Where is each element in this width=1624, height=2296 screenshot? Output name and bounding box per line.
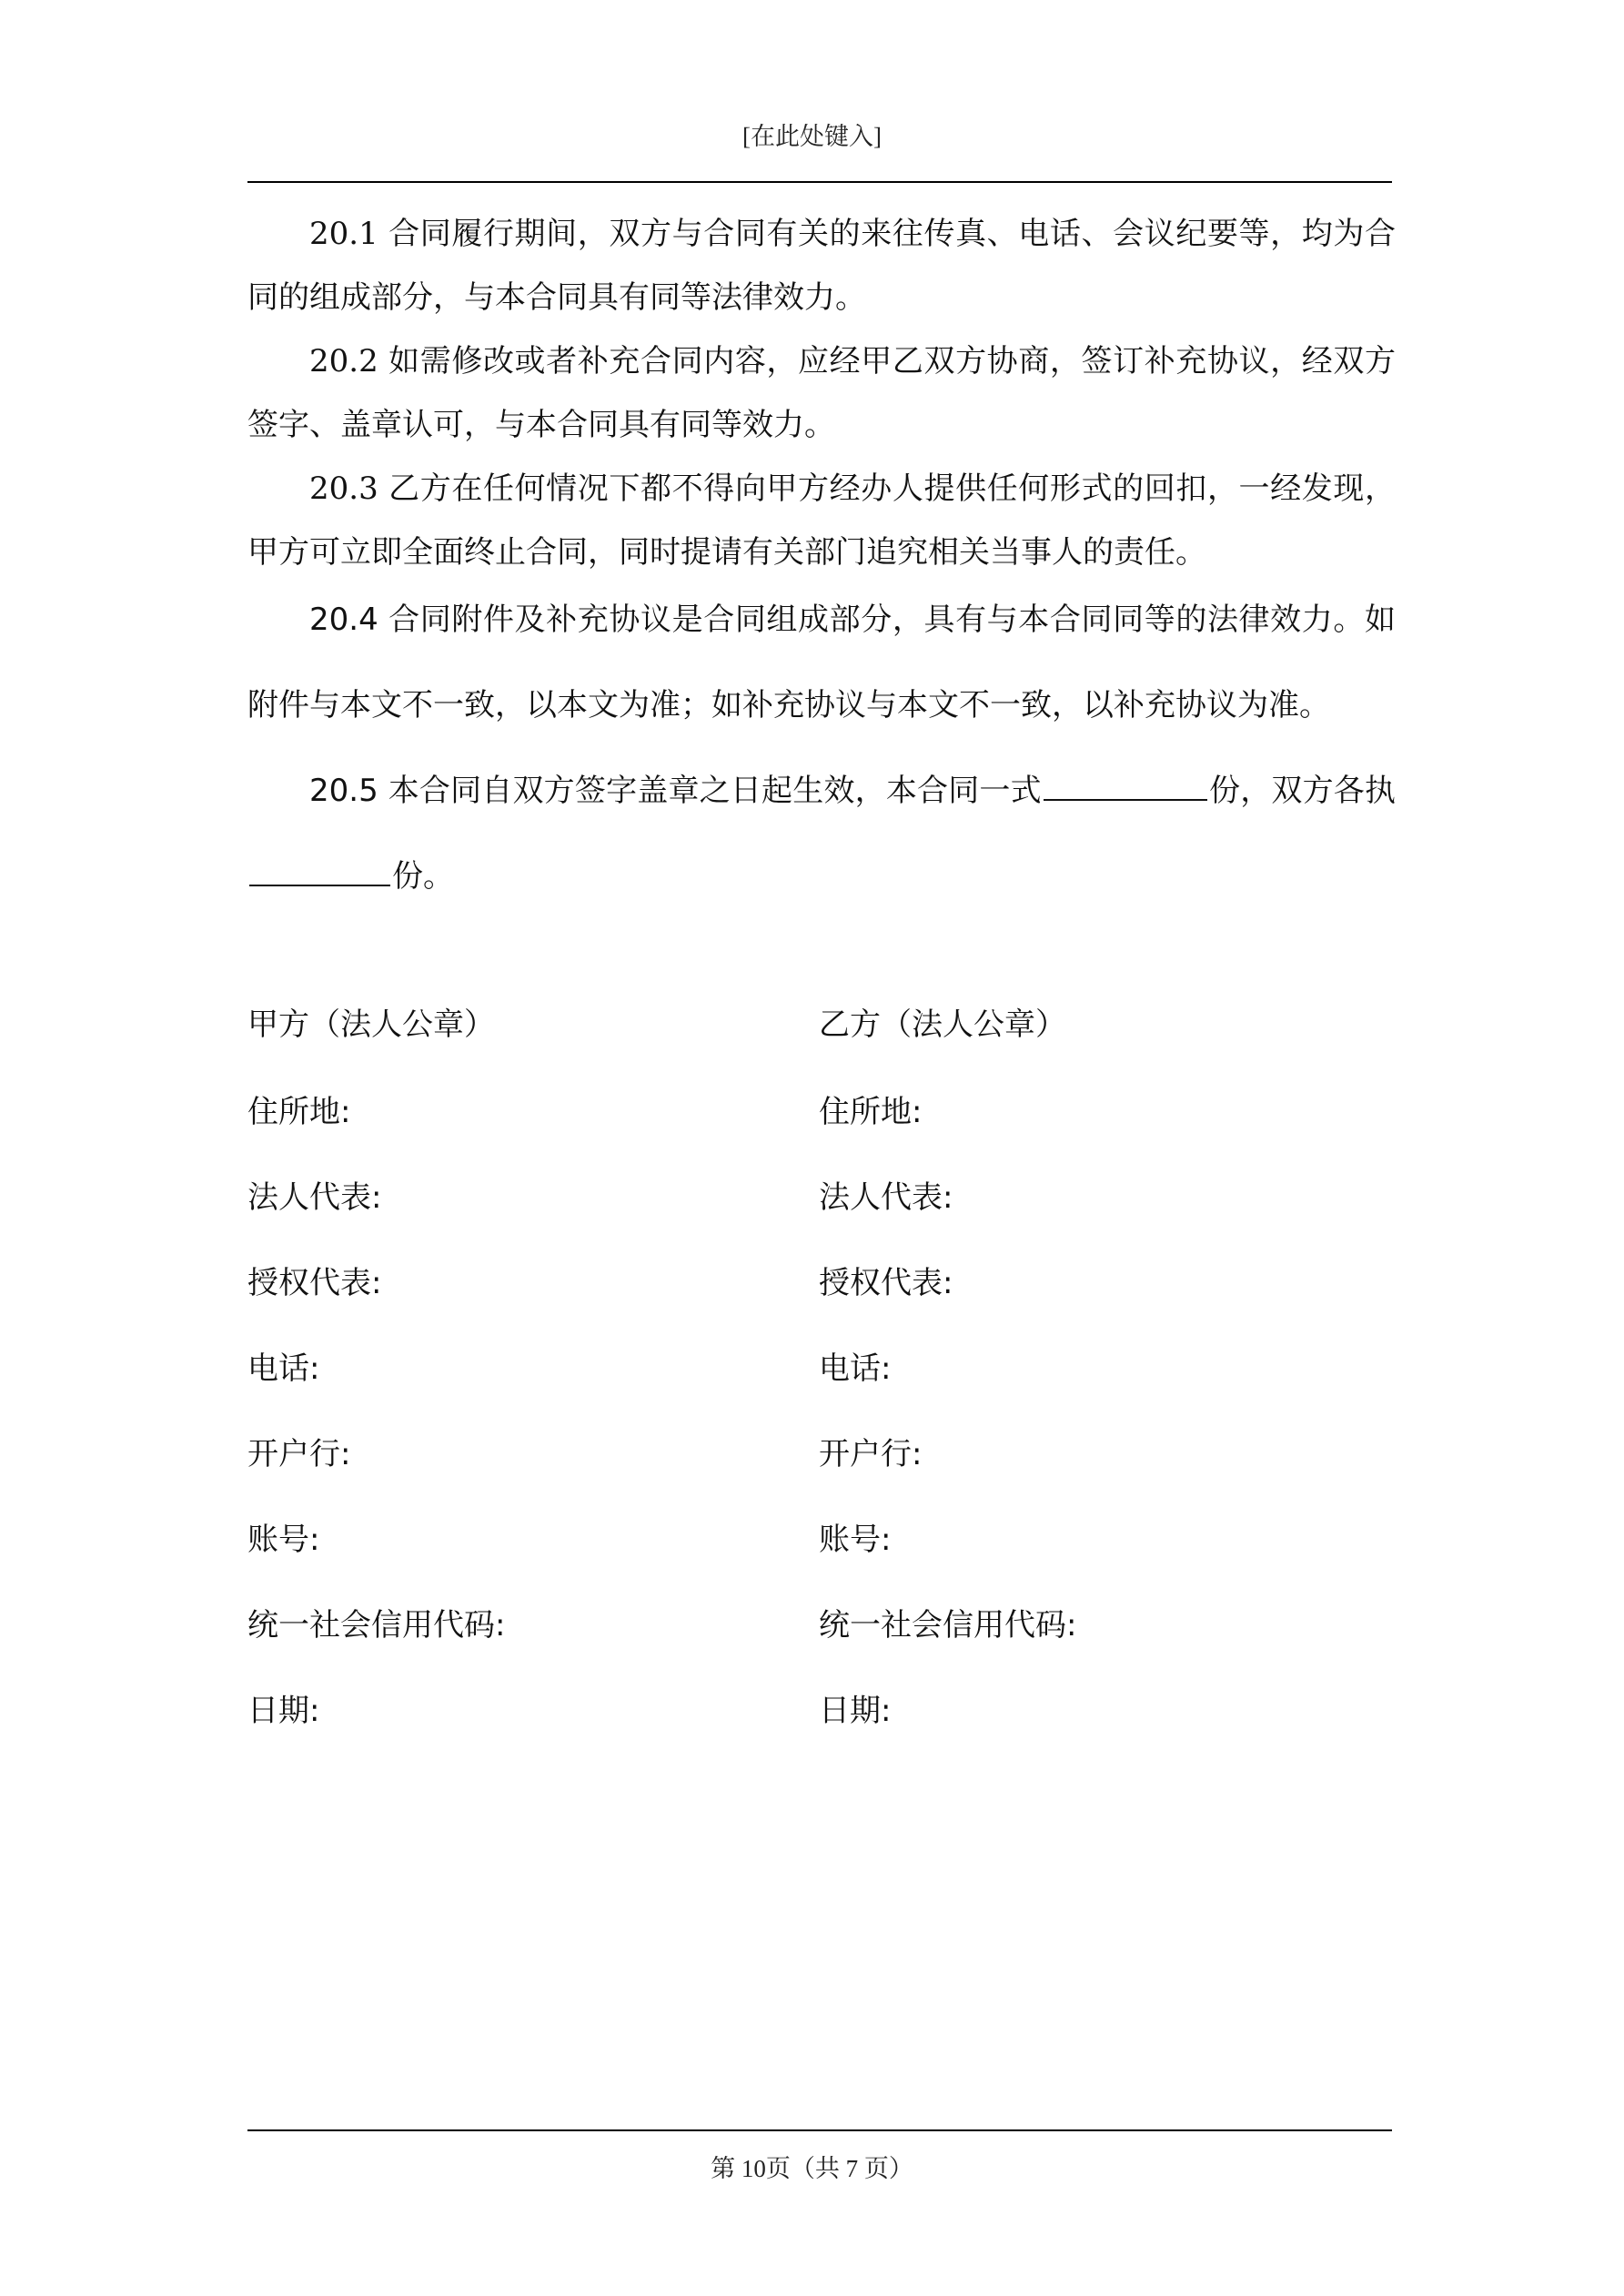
party-a-date-label: 日期: xyxy=(247,1693,320,1729)
clause-20-1: 20.1 合同履行期间，双方与合同有关的来往传真、电话、会议纪要等，均为合同的组成部分，与本合同具有同等法律效力。 xyxy=(247,216,1396,316)
page-header: [在此处键入] xyxy=(742,123,882,150)
party-a-address-label: 住所地: xyxy=(247,1094,351,1130)
clause-20-5 xyxy=(247,748,1396,919)
party-b-bank-label: 开户行: xyxy=(819,1436,923,1472)
party-b-address-label: 住所地: xyxy=(819,1094,923,1130)
party-a-phone-label: 电话: xyxy=(247,1350,320,1387)
header-divider xyxy=(247,181,1392,183)
party-a-auth-rep-label: 授权代表: xyxy=(247,1265,382,1301)
party-b-date-label: 日期: xyxy=(819,1693,892,1729)
party-b-credit-code-label: 统一社会信用代码: xyxy=(819,1607,1077,1644)
party-b-title: 乙方（法人公章） xyxy=(819,1006,1066,1043)
copies-blank[interactable] xyxy=(1044,798,1207,801)
clause-20-5-text-2: 份，双方各执 xyxy=(1208,773,1397,809)
clause-20-2: 20.2 如需修改或者补充合同内容，应经甲乙双方协商，签订补充协议，经双方签字、盖章认可，与本合同具有同等效力。 xyxy=(247,343,1396,443)
clause-20-4: 20.4 合同附件及补充协议是合同组成部分，具有与本合同同等的法律效力。如附件与本文不一致，以本文为准；如补充协议与本文不一致，以补充协议为准。 xyxy=(247,602,1396,723)
footer-divider xyxy=(247,2129,1392,2131)
party-a-legal-rep-label: 法人代表: xyxy=(247,1179,382,1216)
party-b-account-label: 账号: xyxy=(819,1522,892,1558)
party-b-phone-label: 电话: xyxy=(819,1350,892,1387)
party-b-legal-rep-label: 法人代表: xyxy=(819,1179,953,1216)
party-a-credit-code-label: 统一社会信用代码: xyxy=(247,1607,506,1644)
party-b-auth-rep-label: 授权代表: xyxy=(819,1265,953,1301)
clause-20-5-text-3: 份。 xyxy=(392,858,454,895)
each-party-copies-blank[interactable] xyxy=(249,884,390,886)
page-footer: 第 10页（共 7 页） xyxy=(711,2155,913,2182)
clause-20-3: 20.3 乙方在任何情况下都不得向甲方经办人提供任何形式的回扣，一经发现，甲方可立即全面终止合同，同时提请有关部门追究相关当事人的责任。 xyxy=(247,470,1396,571)
clause-20-5-text-1: 20.5 本合同自双方签字盖章之日起生效，本合同一式 xyxy=(309,773,1042,809)
party-a-account-label: 账号: xyxy=(247,1522,320,1558)
party-a-bank-label: 开户行: xyxy=(247,1436,351,1472)
party-a-title: 甲方（法人公章） xyxy=(247,1006,495,1043)
